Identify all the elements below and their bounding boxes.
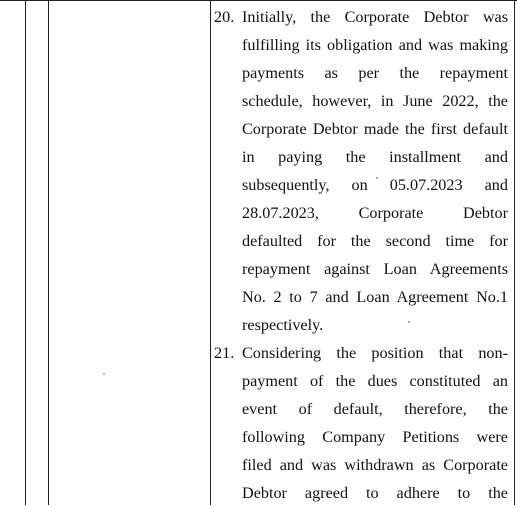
table-column-divider [48,0,49,505]
paragraph-line: subsequently, on 05.07.2023 and [242,176,508,194]
paragraph-line: respectively. [242,316,324,334]
paragraph-line: payments as per the repayment [242,64,508,82]
table-right-border [514,0,515,505]
paragraph-number: 21. [214,344,235,362]
paragraph-line: Initially, the Corporate Debtor was [242,8,508,26]
paragraph-line: following Company Petitions were [242,428,508,446]
table-column-divider [210,0,211,505]
paragraph-line: in paying the installment and [242,148,508,166]
paragraph-line: filed and was withdrawn as Corporate [242,456,508,474]
paragraph-line: Considering the position that non- [242,344,508,362]
scan-speck [103,373,105,375]
paragraph-line: 28.07.2023, Corporate Debtor [242,204,508,222]
table-top-border [0,0,517,1]
table-column-divider [25,0,26,505]
paragraph-line: event of default, therefore, the [242,400,508,418]
paragraph-line: Corporate Debtor made the first default [242,120,508,138]
paragraph-line: Debtor agreed to adhere to the [242,484,508,502]
paragraph-number: 20. [214,8,235,26]
paragraph-line: defaulted for the second time for [242,232,508,250]
paragraph-line: schedule, however, in June 2022, the [242,92,508,110]
paragraph-line: payment of the dues constituted an [242,372,508,390]
paragraph-line: No. 2 to 7 and Loan Agreement No.1 [242,288,508,306]
paragraph-line: repayment against Loan Agreements [242,260,508,278]
paragraph-line: fulfilling its obligation and was making [242,36,508,54]
